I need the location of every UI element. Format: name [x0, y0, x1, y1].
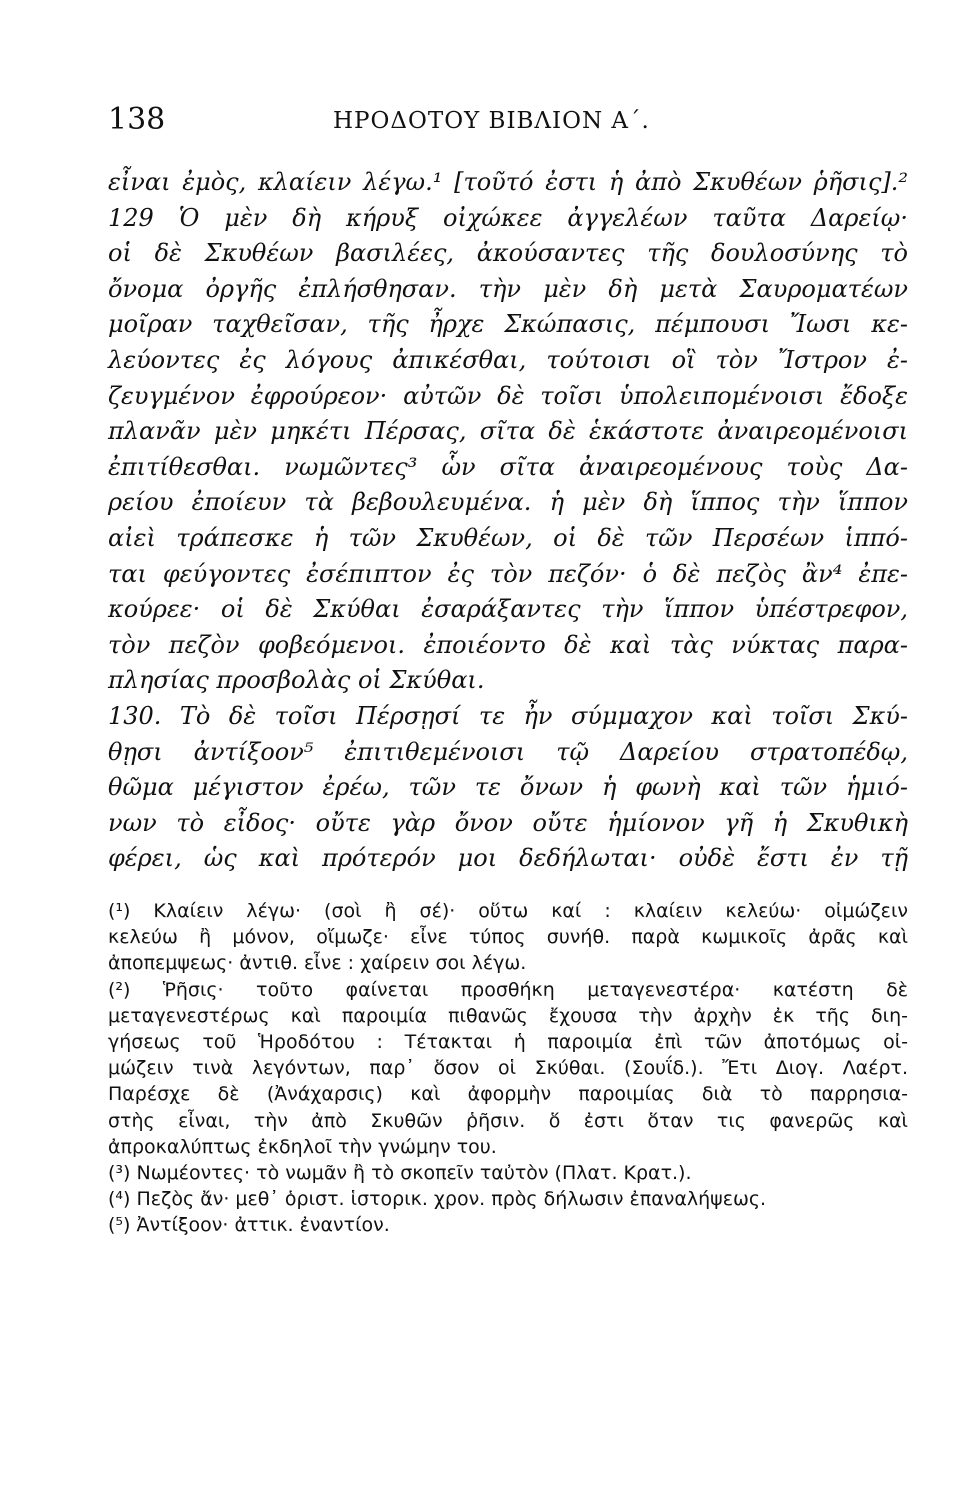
running-title: ΗΡΟΔΟΤΟΥ ΒΙΒΛΙΟΝ Α΄.	[333, 108, 650, 134]
footnote-line: ἀπροκαλύπτως ἐκδηλοῖ τὴν γνώμην του.	[108, 1135, 497, 1158]
text-line: ζευγμένον ἐφρούρεον· αὐτῶν δὲ τοῖσι ὑπολειπομένοισι ἔδοξε	[108, 381, 908, 410]
footnote-line: (³) Νωμέοντες· τὸ νωμᾶν ἢ τὸ σκοπεῖν ταὐτὸν (Πλατ. Κρατ.).	[108, 1161, 692, 1184]
footnote-line: στὴς εἶναι, τὴν ἀπὸ Σκυθῶν ῥῆσιν. ὅ ἐστι ὅταν τις φανερῶς καὶ	[108, 1109, 908, 1132]
text-line: αἰεὶ τράπεσκε ἡ τῶν Σκυθέων, οἱ δὲ τῶν Περσέων ἱππό-	[108, 523, 908, 552]
text-line: φέρει, ὡς καὶ πρότερόν μοι δεδήλωται· οὐδὲ ἔστι ἐν τῇ	[108, 844, 908, 873]
page-header	[108, 100, 908, 140]
footnote-line: μεταγενεστέρως καὶ παροιμία πιθανῶς ἔχουσα τὴν ἀρχὴν ἐκ τῆς διη-	[108, 1004, 908, 1027]
text-line: ρείου ἐποίευν τὰ βεβουλευμένα. ἡ μὲν δὴ ἵππος τὴν ἵππον	[108, 488, 908, 517]
footnotes	[108, 898, 908, 1238]
page-number: 138	[108, 102, 166, 137]
footnote-line: κελεύω ἢ μόνον, οἴμωζε· εἶνε τύπος συνήθ. παρὰ κωμικοῖς ἀρᾶς καὶ	[108, 926, 908, 949]
text-line: θῃσι ἀντίξοον⁵ ἐπιτιθεμένοισι τῷ Δαρείου στρατοπέδῳ,	[108, 737, 908, 766]
text-line: μοῖραν ταχθεῖσαν, τῆς ἦρχε Σκώπασις, πέμπουσι Ἴωσι κε-	[108, 310, 908, 339]
text-line: τὸν πεζὸν φοβεόμενοι. ἐποιέοντο δὲ καὶ τὰς νύκτας παρα-	[108, 630, 908, 659]
footnote-line: ἀποπεμψεως· ἀντιθ. εἶνε : χαίρειν σοι λέγω.	[108, 952, 527, 975]
footnote-line: (²) Ῥῆσις· τοῦτο φαίνεται προσθήκη μεταγενεστέρα· κατέστη δὲ	[108, 978, 908, 1001]
footnote-line: μώζειν τινὰ λεγόντων, παρ᾽ ὅσον οἱ Σκύθαι. (Σουΐδ.). Ἔτι Διογ. Λαέρτ.	[108, 1057, 908, 1080]
footnote-line: (⁴) Πεζὸς ἄν· μεθ᾽ ὁριστ. ἱστορικ. χρον. πρὸς δήλωσιν ἐπαναλήψεως.	[108, 1188, 767, 1211]
text-line: ὄνομα ὀργῆς ἐπλήσθησαν. τὴν μὲν δὴ μετὰ Σαυροματέων	[108, 274, 908, 303]
text-line: λεύοντες ἐς λόγους ἀπικέσθαι, τούτοισι οἳ τὸν Ἴστρον ἐ-	[108, 345, 908, 374]
text-line: οἱ δὲ Σκυθέων βασιλέες, ἀκούσαντες τῆς δουλοσύνης τὸ	[108, 239, 908, 268]
text-line: πλησίας προσβολὰς οἱ Σκύθαι.	[108, 666, 485, 695]
text-line: κούρεε· οἱ δὲ Σκύθαι ἐσαράξαντες τὴν ἵππον ὑπέστρεφον,	[108, 595, 908, 624]
text-line: θῶμα μέγιστον ἐρέω, τῶν τε ὄνων ἡ φωνὴ καὶ τῶν ἡμιό-	[108, 773, 908, 802]
text-line: 129 Ὁ μὲν δὴ κήρυξ οἰχώκεε ἀγγελέων ταῦτα Δαρείῳ·	[108, 203, 908, 232]
text-line: πλανᾶν μὲν μηκέτι Πέρσας, σῖτα δὲ ἑκάστοτε ἀναιρεομένοισι	[108, 417, 908, 446]
text-line: ἐπιτίθεσθαι. νωμῶντες³ ὧν σῖτα ἀναιρεομένους τοὺς Δα-	[108, 452, 908, 481]
footnote-line: γήσεως τοῦ Ἡροδότου : Τέτακται ἡ παροιμία ἐπὶ τῶν ἀποτόμως οἰ-	[108, 1030, 908, 1053]
text-line: 130. Τὸ δὲ τοῖσι Πέρσῃσί τε ἦν σύμμαχον καὶ τοῖσι Σκύ-	[108, 701, 908, 730]
footnote-line: (⁵) Ἀντίξοον· ἀττικ. ἐναντίον.	[108, 1214, 390, 1237]
text-line: εἶναι ἐμὸς, κλαίειν λέγω.¹ [τοῦτό ἐστι ἡ ἀπὸ Σκυθέων ῥῆσις].²	[108, 168, 908, 196]
text-line: ται φεύγοντες ἐσέπιπτον ἐς τὸν πεζόν· ὁ δὲ πεζὸς ἂν⁴ ἐπε-	[108, 559, 908, 588]
footnote-line: (¹) Κλαίειν λέγω· (σοὶ ἢ σέ)· οὕτω καί : κλαίειν κελεύω· οἰμώζειν	[108, 900, 908, 922]
footnote-line: Παρέσχε δὲ (Ἀνάχαρσις) καὶ ἀφορμὴν παροιμίας διὰ τὸ παρρησια-	[108, 1083, 908, 1106]
main-text	[108, 165, 908, 877]
text-line: νων τὸ εἶδος· οὔτε γὰρ ὄνον οὔτε ἡμίονον γῆ ἡ Σκυθικὴ	[108, 808, 908, 837]
